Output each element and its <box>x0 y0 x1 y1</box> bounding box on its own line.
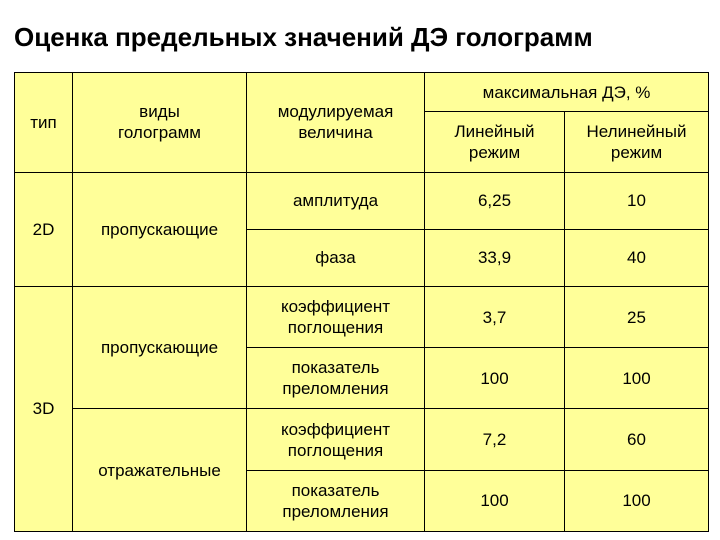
table-row <box>15 286 709 347</box>
quantity-cell: коэффициент поглощения <box>247 286 425 347</box>
linear-value-cell: 33,9 <box>425 229 565 286</box>
nonlinear-value-cell: 10 <box>565 172 709 229</box>
nonlinear-value-cell: 25 <box>565 286 709 347</box>
nonlinear-value-cell: 60 <box>565 409 709 470</box>
kind-cell-3d-transmission: пропускающие <box>73 286 247 409</box>
nonlinear-value-cell: 100 <box>565 348 709 409</box>
linear-value-cell: 6,25 <box>425 172 565 229</box>
quantity-cell: коэффициент поглощения <box>247 409 425 470</box>
kind-cell-2d-transmission: пропускающие <box>73 172 247 286</box>
linear-value-cell: 100 <box>425 470 565 531</box>
header-linear: Линейный режим <box>425 112 565 172</box>
linear-value-cell: 7,2 <box>425 409 565 470</box>
linear-value-cell: 100 <box>425 348 565 409</box>
quantity-cell: амплитуда <box>247 172 425 229</box>
type-cell-2d: 2D <box>15 172 73 286</box>
type-cell-3d: 3D <box>15 286 73 531</box>
header-row <box>15 73 709 112</box>
holograms-table <box>14 72 709 532</box>
linear-value-cell: 3,7 <box>425 286 565 347</box>
page-title: Оценка предельных значений ДЭ голограмм <box>14 22 593 52</box>
header-kinds: виды голограмм <box>73 73 247 173</box>
header-max-de: максимальная ДЭ, % <box>425 73 709 112</box>
kind-cell-3d-reflection: отражательные <box>73 409 247 532</box>
header-modulated: модулируемая величина <box>247 73 425 173</box>
header-nonlinear: Нелинейный режим <box>565 112 709 172</box>
header-type: тип <box>15 73 73 173</box>
quantity-cell: показатель преломления <box>247 470 425 531</box>
quantity-cell: фаза <box>247 229 425 286</box>
nonlinear-value-cell: 40 <box>565 229 709 286</box>
table-row <box>15 409 709 470</box>
table-row <box>15 172 709 229</box>
nonlinear-value-cell: 100 <box>565 470 709 531</box>
quantity-cell: показатель преломления <box>247 348 425 409</box>
